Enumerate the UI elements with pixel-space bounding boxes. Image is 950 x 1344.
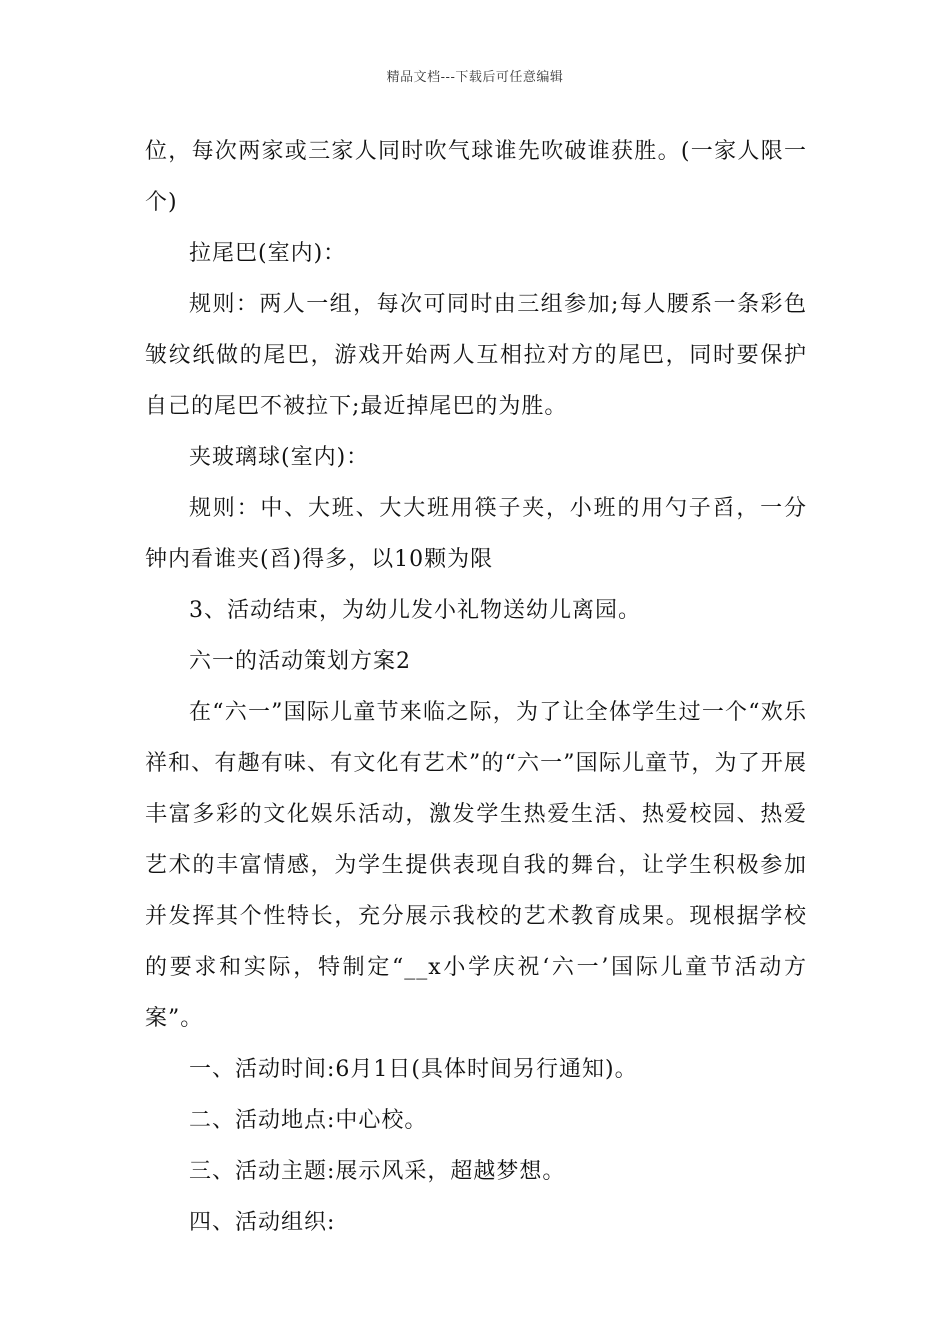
section-heading: 夹玻璃球(室内)： — [189, 445, 370, 470]
section-heading: 拉尾巴(室内)： — [189, 241, 347, 266]
list-item: 一、活动时间:6月1日(具体时间另行通知)。 — [189, 1057, 638, 1082]
page-header: 精品文档---下载后可任意编辑 — [386, 70, 564, 85]
paragraph: 规则：两人一组，每次可同时由三组参加;每人腰系一条彩色皱纹纸做的尾巴，游戏开始两人互相拉对方的尾巴，同时要保护自己的尾巴不被拉下;最近掉尾巴的为胜。 — [145, 292, 807, 419]
list-item: 三、活动主题:展示风采，超越梦想。 — [189, 1159, 566, 1184]
paragraph: 3、活动结束，为幼儿发小礼物送幼儿离园。 — [189, 598, 641, 623]
list-item: 二、活动地点:中心校。 — [189, 1108, 428, 1133]
document-body — [145, 126, 807, 1248]
paragraph: 在“六一”国际儿童节来临之际，为了让全体学生过一个“欢乐祥和、有趣有味、有文化有艺术”的“六一”国际儿童节，为了开展丰富多彩的文化娱乐活动，激发学生热爱生活、热爱校园、热爱艺术的丰富情感，为学生提供表现自我的舞台，让学生积极参加并发挥其个性特长，充分展示我校的艺术教育成果。现根据学校的要求和实际，特制定“__x小学庆祝‘六一’国际儿童节活动方案”。 — [145, 700, 807, 1031]
section-title: 六一的活动策划方案2 — [189, 649, 411, 674]
list-item: 四、活动组织: — [189, 1210, 336, 1235]
paragraph: 位，每次两家或三家人同时吹气球谁先吹破谁获胜。(一家人限一个) — [145, 139, 807, 215]
paragraph: 规则：中、大班、大大班用筷子夹，小班的用勺子舀，一分钟内看谁夹(舀)得多，以10颗为限 — [145, 496, 807, 572]
